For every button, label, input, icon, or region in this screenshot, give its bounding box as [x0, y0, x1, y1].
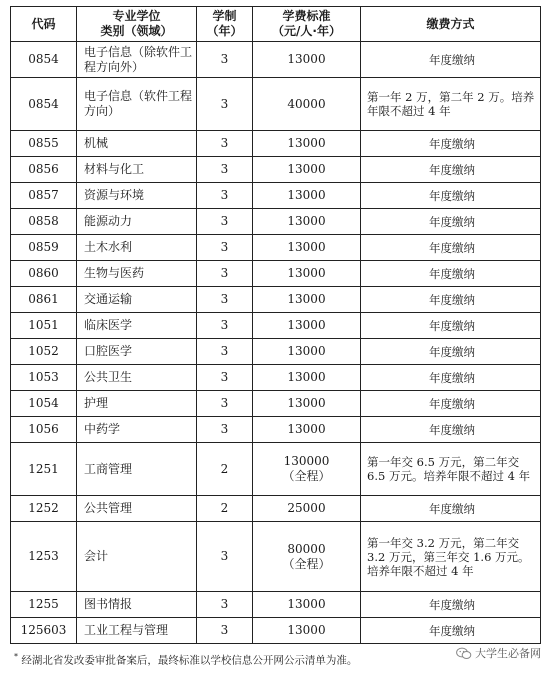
table-row [11, 496, 541, 522]
row-code: 0854 [11, 42, 77, 78]
footnote-text: 经湖北省发改委审批备案后，最终标准以学校信息公开网公示清单为准。 [21, 654, 358, 667]
row-payment: 年度缴纳 [361, 209, 541, 235]
row-major: 公共卫生 [77, 365, 197, 391]
row-payment: 年度缴纳 [361, 496, 541, 522]
row-major: 能源动力 [77, 209, 197, 235]
row-major: 资源与环境 [77, 183, 197, 209]
table-row [11, 261, 541, 287]
row-major: 口腔医学 [77, 339, 197, 365]
row-payment: 年度缴纳 [361, 157, 541, 183]
row-code: 1255 [11, 592, 77, 618]
row-fee: 13000 [253, 313, 361, 339]
table-row [11, 42, 541, 78]
row-major: 工业工程与管理 [77, 618, 197, 644]
table-row [11, 443, 541, 496]
row-fee: 13000 [253, 131, 361, 157]
row-fee: 13000 [253, 417, 361, 443]
watermark-text: 大学生必备网 [475, 647, 541, 660]
row-payment: 年度缴纳 [361, 365, 541, 391]
table-row [11, 235, 541, 261]
row-code: 125603 [11, 618, 77, 644]
row-duration: 3 [197, 157, 253, 183]
row-code: 1252 [11, 496, 77, 522]
row-duration: 3 [197, 313, 253, 339]
row-code: 0855 [11, 131, 77, 157]
row-code: 1051 [11, 313, 77, 339]
row-payment: 年度缴纳 [361, 339, 541, 365]
row-major: 会计 [77, 522, 197, 592]
row-major: 工商管理 [77, 443, 197, 496]
row-code: 1054 [11, 391, 77, 417]
row-fee: 13000 [253, 42, 361, 78]
table-row [11, 131, 541, 157]
row-major: 交通运输 [77, 287, 197, 313]
watermark [456, 645, 541, 661]
row-major: 公共管理 [77, 496, 197, 522]
header-payment: 缴费方式 [361, 7, 541, 42]
row-duration: 3 [197, 592, 253, 618]
row-duration: 3 [197, 391, 253, 417]
header-fee-line2: （元/人·年） [272, 24, 341, 38]
row-duration: 3 [197, 78, 253, 131]
row-major: 机械 [77, 131, 197, 157]
row-payment: 年度缴纳 [361, 131, 541, 157]
row-code: 0858 [11, 209, 77, 235]
row-payment: 年度缴纳 [361, 618, 541, 644]
row-fee: 80000 （全程） [253, 522, 361, 592]
table-header-row [11, 7, 541, 42]
footnote-mark: * [14, 652, 18, 661]
table-row [11, 209, 541, 235]
footnote [14, 652, 357, 668]
row-duration: 3 [197, 365, 253, 391]
row-major: 临床医学 [77, 313, 197, 339]
row-duration: 3 [197, 618, 253, 644]
header-duration-line2: （年） [206, 24, 243, 38]
table-row [11, 522, 541, 592]
row-fee: 13000 [253, 339, 361, 365]
header-code: 代码 [11, 7, 77, 42]
row-fee: 130000 （全程） [253, 443, 361, 496]
row-payment: 年度缴纳 [361, 417, 541, 443]
table-body [11, 42, 541, 644]
row-fee: 13000 [253, 209, 361, 235]
row-code: 1056 [11, 417, 77, 443]
table-row [11, 365, 541, 391]
table-row [11, 417, 541, 443]
row-duration: 3 [197, 261, 253, 287]
header-major [77, 7, 197, 42]
row-fee: 40000 [253, 78, 361, 131]
row-duration: 2 [197, 496, 253, 522]
row-payment: 年度缴纳 [361, 261, 541, 287]
row-code: 0859 [11, 235, 77, 261]
table-row [11, 391, 541, 417]
row-major: 电子信息（软件工程方向） [77, 78, 197, 131]
table-row [11, 78, 541, 131]
row-code: 0854 [11, 78, 77, 131]
row-duration: 3 [197, 417, 253, 443]
row-major: 护理 [77, 391, 197, 417]
row-fee: 13000 [253, 365, 361, 391]
row-fee: 13000 [253, 287, 361, 313]
row-duration: 3 [197, 42, 253, 78]
table-row [11, 339, 541, 365]
row-duration: 2 [197, 443, 253, 496]
row-major: 中药学 [77, 417, 197, 443]
tuition-table [10, 6, 541, 644]
row-payment: 年度缴纳 [361, 183, 541, 209]
row-payment: 第一年交 3.2 万元，第二年交 3.2 万元，第三年交 1.6 万元。培养年限不超过 4 年 [361, 522, 541, 592]
row-major: 生物与医药 [77, 261, 197, 287]
table-row [11, 157, 541, 183]
row-code: 0860 [11, 261, 77, 287]
row-payment: 年度缴纳 [361, 313, 541, 339]
row-code: 0856 [11, 157, 77, 183]
header-fee [253, 7, 361, 42]
row-major: 材料与化工 [77, 157, 197, 183]
row-duration: 3 [197, 339, 253, 365]
row-fee: 13000 [253, 391, 361, 417]
row-duration: 3 [197, 287, 253, 313]
row-fee: 25000 [253, 496, 361, 522]
header-duration [197, 7, 253, 42]
row-code: 1253 [11, 522, 77, 592]
row-duration: 3 [197, 522, 253, 592]
row-payment: 第一年交 6.5 万元，第二年交 6.5 万元。培养年限不超过 4 年 [361, 443, 541, 496]
row-payment: 年度缴纳 [361, 391, 541, 417]
row-fee: 13000 [253, 157, 361, 183]
row-payment: 年度缴纳 [361, 42, 541, 78]
row-major: 图书情报 [77, 592, 197, 618]
row-duration: 3 [197, 131, 253, 157]
row-duration: 3 [197, 183, 253, 209]
row-duration: 3 [197, 209, 253, 235]
row-major: 电子信息（除软件工程方向外） [77, 42, 197, 78]
header-duration-line1: 学制 [212, 9, 237, 23]
row-payment: 第一年 2 万，第二年 2 万。培养年限不超过 4 年 [361, 78, 541, 131]
row-code: 0861 [11, 287, 77, 313]
header-fee-line1: 学费标准 [282, 9, 331, 23]
row-payment: 年度缴纳 [361, 235, 541, 261]
row-fee: 13000 [253, 592, 361, 618]
row-code: 0857 [11, 183, 77, 209]
row-fee: 13000 [253, 235, 361, 261]
row-code: 1251 [11, 443, 77, 496]
row-fee: 13000 [253, 261, 361, 287]
row-fee: 13000 [253, 183, 361, 209]
wechat-icon [456, 647, 472, 660]
row-code: 1052 [11, 339, 77, 365]
header-major-line2: 类别（领域） [100, 24, 173, 38]
row-fee: 13000 [253, 618, 361, 644]
header-major-line1: 专业学位 [112, 9, 161, 23]
row-major: 土木水利 [77, 235, 197, 261]
row-code: 1053 [11, 365, 77, 391]
row-duration: 3 [197, 235, 253, 261]
table-row [11, 592, 541, 618]
table-row [11, 287, 541, 313]
table-row [11, 618, 541, 644]
row-payment: 年度缴纳 [361, 592, 541, 618]
row-payment: 年度缴纳 [361, 287, 541, 313]
table-row [11, 183, 541, 209]
table-row [11, 313, 541, 339]
